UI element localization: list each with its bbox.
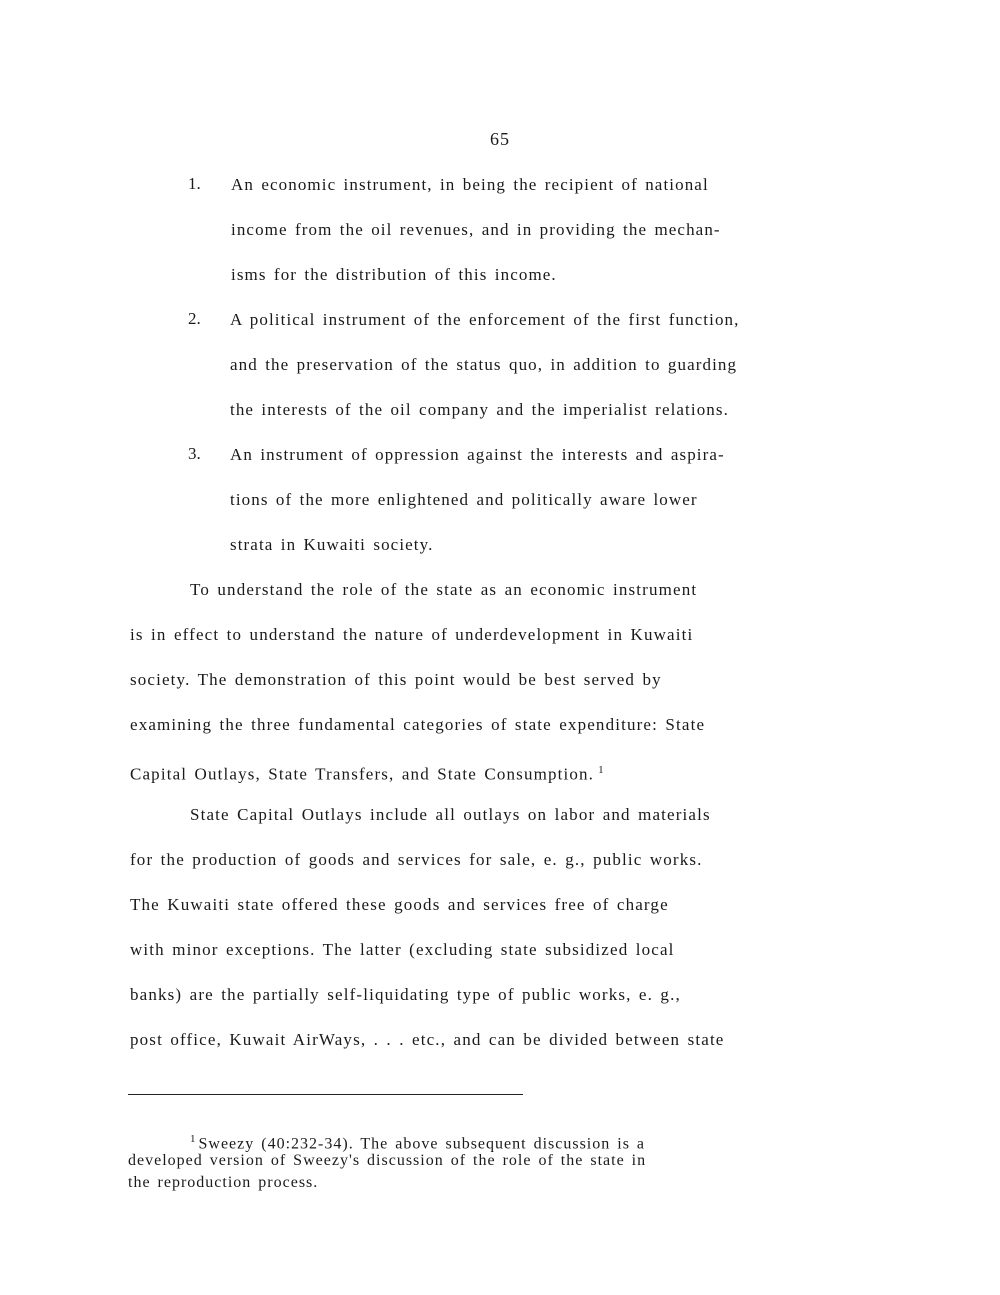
footnote-mark: 1: [190, 1133, 197, 1145]
paragraph-line: Capital Outlays, State Transfers, and State Consumption.: [130, 764, 595, 784]
footnote-reference: 1: [598, 764, 605, 776]
paragraph-line: post office, Kuwait AirWays, . . . etc., and can be divided between state: [130, 1030, 725, 1049]
page-number: 65: [490, 129, 510, 149]
footnote-line: Sweezy (40:232-34). The above subsequent discussion is a: [198, 1135, 646, 1153]
list-item-line: strata in Kuwaiti society.: [230, 535, 434, 554]
list-item-line: An economic instrument, in being the recipient of national: [231, 175, 709, 194]
footnote-line: developed version of Sweezy's discussion of the role of the state in: [128, 1152, 647, 1169]
paragraph-line: examining the three fundamental categories of state expenditure: State: [130, 715, 706, 734]
list-item-number: 3.: [188, 444, 201, 463]
list-item-line: tions of the more enlightened and politically aware lower: [230, 490, 698, 509]
list-item-line: the interests of the oil company and the imperialist relations.: [230, 400, 729, 419]
paragraph-line: society. The demonstration of this point would be best served by: [130, 670, 662, 689]
paragraph-line: for the production of goods and services for sale, e. g., public works.: [130, 850, 703, 869]
list-item-line: A political instrument of the enforcement of the first function,: [230, 310, 740, 329]
list-item-line: isms for the distribution of this income.: [231, 265, 557, 284]
paragraph-line: State Capital Outlays include all outlays on labor and materials: [190, 805, 711, 824]
paragraph-line: is in effect to understand the nature of underdevelopment in Kuwaiti: [130, 625, 694, 644]
footnote-separator: [128, 1094, 523, 1095]
paragraph-line: banks) are the partially self-liquidating type of public works, e. g.,: [130, 985, 681, 1004]
footnote-line: the reproduction process.: [128, 1174, 319, 1191]
list-item-number: 1.: [188, 174, 201, 193]
list-item-line: An instrument of oppression against the interests and aspira-: [230, 445, 725, 464]
paragraph-line: with minor exceptions. The latter (excluding state subsidized local: [130, 940, 675, 959]
list-item-number: 2.: [188, 309, 201, 328]
paragraph-last-line: [130, 759, 605, 786]
list-item-line: and the preservation of the status quo, in addition to guarding: [230, 355, 738, 374]
paragraph-line: The Kuwaiti state offered these goods and services free of charge: [130, 895, 669, 914]
list-item-line: income from the oil revenues, and in providing the mechan-: [231, 220, 721, 239]
paragraph-line: To understand the role of the state as an economic instrument: [190, 580, 698, 599]
